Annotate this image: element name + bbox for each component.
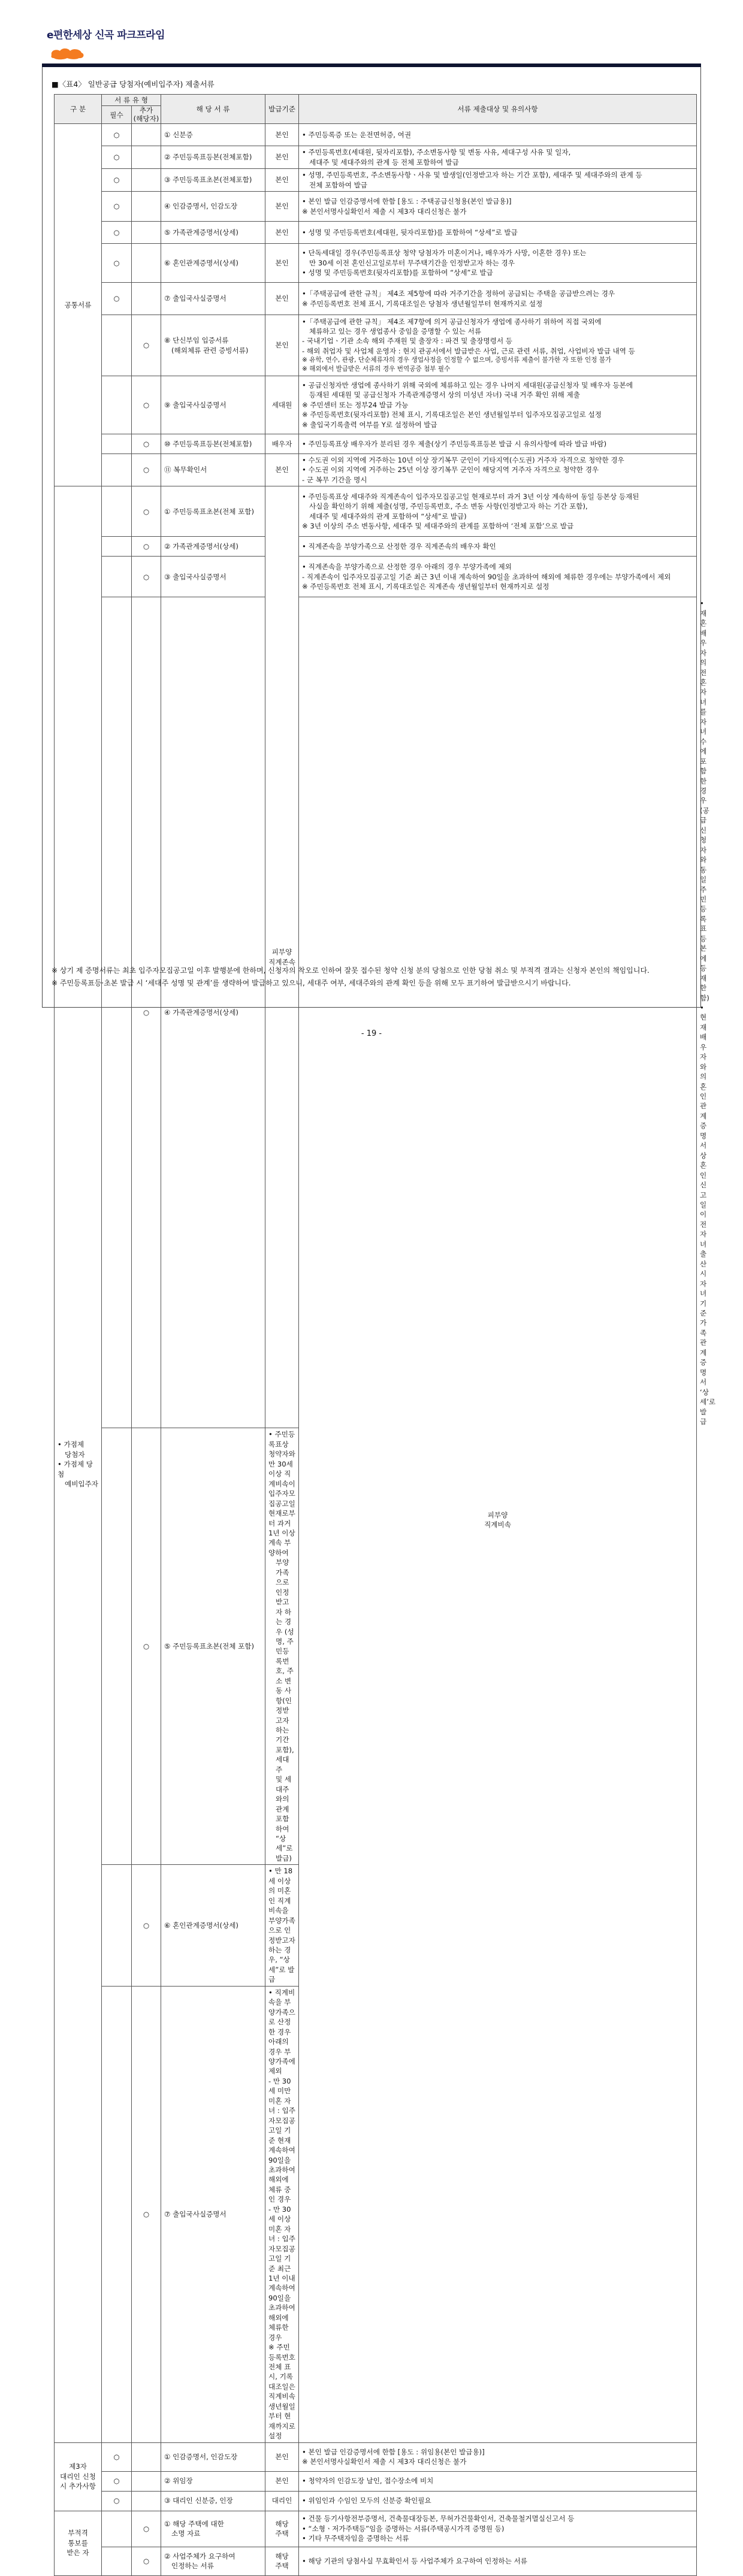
- note-line: - 군 복무 기간을 명시: [302, 475, 367, 484]
- issue-basis: [265, 192, 299, 222]
- note-line: ※ 유학, 연수, 관광, 단순체류자의 경우 생업사정을 인정할 수 없으며, 증빙서류 제출이 불가한 자 또한 인정 불가: [302, 356, 612, 364]
- additional-mark: [132, 2442, 161, 2471]
- note-line: •「주택공급에 관한 규칙」 제4조 제5항에 따라 거주기간을 정하여 공급되는 주택을 공급받으려는 경우: [302, 289, 615, 298]
- issue-basis: [265, 315, 299, 376]
- issue-basis: [265, 222, 299, 244]
- header-group: 구 분: [55, 95, 102, 124]
- note-line: 사실을 확인하기 위해 제출(성명, 주민등록번호, 주소 변동 사항(인정받고자 하는 기간 포함),: [309, 502, 588, 511]
- additional-mark: ○: [132, 1986, 161, 2442]
- notes-cell: [299, 315, 697, 376]
- document-name: [161, 2491, 265, 2511]
- table-row: [55, 454, 697, 486]
- document-name: [161, 2471, 265, 2491]
- issue-basis: [265, 244, 299, 283]
- group-label-line: • 가점제: [58, 1440, 84, 1449]
- additional-mark: ○: [132, 486, 161, 537]
- issue-basis: [265, 454, 299, 486]
- notes-cell: [299, 376, 697, 434]
- note-line: • 수도권 이외 지역에 거주하는 25년 이상 장기복무 군인이 해당지역 거주자 자격으로 청약한 경우: [302, 465, 599, 474]
- documents-table: [54, 94, 716, 2576]
- document-name-line: ⑥ 혼인관계증명서(상세): [164, 1921, 238, 1930]
- notes-cell: [265, 1428, 299, 1865]
- notes-cell: [299, 2547, 697, 2575]
- header-issue-basis: 발급기준: [265, 95, 299, 124]
- note-line: • 청약자의 인감도장 날인, 접수장소에 비치: [302, 2477, 434, 2486]
- additional-mark: [132, 146, 161, 169]
- document-name-line: 인정하는 서류: [171, 2562, 214, 2571]
- note-line: ※ 주민등록번호 전체 표시, 기록대조일은 당첨자 생년월일부터 현재까지로 설정: [302, 299, 543, 308]
- required-mark: ○: [102, 244, 132, 283]
- group-label-line: 예비입주자: [65, 1480, 98, 1489]
- notes-cell: [299, 169, 697, 192]
- issue-basis: [265, 376, 299, 434]
- required-mark: ○: [102, 2491, 132, 2511]
- page-number: - 19 -: [361, 1029, 382, 1038]
- issue-basis: [265, 486, 299, 1428]
- document-name-line: ① 해당 주택에 대한: [164, 2519, 224, 2528]
- header-doc-type: 서 류 유 형: [102, 95, 161, 106]
- note-line: • 직계존속을 부양가족으로 산정한 경우 직계존속의 배우자 확인: [302, 542, 496, 551]
- header-required: 필수: [102, 106, 132, 124]
- note-line: • 수도권 이외 지역에 거주하는 10년 이상 장기복무 군인이 기타지역(수도권) 거주자 자격으로 청약한 경우: [302, 456, 624, 465]
- document-name: [161, 315, 265, 376]
- note-line: 및 세대주와의 관계 포함하여 “상세”로 발급): [276, 1775, 293, 1863]
- table-row: [55, 283, 697, 315]
- note-line: ※ 주민등록번호(뒷자리포함) 전체 표시, 기록대조일은 본인 생년월일부터 입주자모집공고일로 설정: [302, 410, 602, 419]
- document-name-line: ① 주민등록표초본(전체 포함): [164, 507, 255, 516]
- issue-basis: [265, 146, 299, 169]
- required-mark: ○: [102, 169, 132, 192]
- required-mark: ○: [102, 222, 132, 244]
- document-name: [161, 376, 265, 434]
- required-mark: [102, 376, 132, 434]
- note-line: 전체 포함하여 발급: [309, 180, 367, 189]
- note-line: 세대주 및 세대주와의 관계 등 전체 포함하여 발급: [309, 158, 459, 167]
- note-line: • 주민등록표상 세대주와 직계존속이 입주자모집공고일 현재로부터 과거 3년 이상 계속하여 동일 등본상 등재된: [302, 492, 639, 501]
- table-row: [55, 2491, 697, 2511]
- note-line: - 직계존속이 입주자모집공고일 기준 최근 3년 이내 계속하여 90일을 초과하여 해외에 체류한 경우에는 부양가족에서 제외: [302, 572, 671, 581]
- additional-mark: ○: [132, 2547, 161, 2575]
- notes-cell: [299, 2511, 697, 2547]
- issue-basis-line: 본인: [275, 258, 289, 267]
- document-name: [161, 124, 265, 146]
- notes-cell: [299, 2442, 697, 2471]
- document-name: [161, 537, 265, 557]
- group-label-line: 당첨자: [65, 1450, 85, 1459]
- note-line: ※ 본인서명사실확인서 제출 시 제3자 대리신청은 불가: [302, 2457, 467, 2466]
- document-name: [161, 1865, 265, 1986]
- note-line: 세대주 및 세대주와의 관계 포함하여 “상세”로 발급): [309, 512, 467, 521]
- notes-cell: [299, 434, 697, 454]
- document-name: [161, 192, 265, 222]
- document-name: [161, 169, 265, 192]
- note-line: • 공급신청자만 생업에 종사하기 위해 국외에 체류하고 있는 경우 나머지 세대원(공급신청자 및 배우자 등본에: [302, 380, 633, 389]
- additional-mark: ○: [132, 454, 161, 486]
- issue-basis-line: 본인: [275, 294, 289, 303]
- note-line: • 성명, 주민등록번호, 주소변동사항ㆍ사유 및 발생일(인정받고자 하는 기간 포함), 세대주 및 세대주와의 관계 등: [302, 171, 642, 180]
- notes-cell: [299, 2471, 697, 2491]
- note-line: • 위임인과 수임인 모두의 신분증 확인필요: [302, 2496, 431, 2505]
- issue-basis-line: 본인: [275, 341, 289, 350]
- document-name-line: ⑨ 출입국사실증명서: [164, 400, 226, 409]
- brand-title: e편한세상 신곡 파크프라임: [47, 29, 165, 41]
- additional-mark: ○: [132, 597, 161, 1428]
- additional-mark: [132, 124, 161, 146]
- footnotes: [52, 965, 650, 990]
- issue-basis-line: 직계존속: [268, 957, 295, 966]
- document-name-line: ⑩ 주민등록표등본(전체포함): [164, 439, 252, 448]
- note-line: ※ 주민등록번호 전체 표시, 기록대조일은 직계존속 생년월일부터 현재까지로 설정: [302, 582, 549, 591]
- table-row: [55, 2547, 697, 2575]
- issue-basis: [265, 2471, 299, 2491]
- note-line: • “소형ㆍ저가주택등”임을 증명하는 서류(주택공시가격 증명원 등): [302, 2524, 505, 2533]
- additional-mark: ○: [132, 2511, 161, 2547]
- note-line: • 본인 발급 인감증명서에 한함 [용도 : 위임용(본인 발급용)]: [302, 2447, 485, 2456]
- document-name: [161, 1986, 265, 2442]
- notes-cell: [299, 283, 697, 315]
- issue-basis: [265, 124, 299, 146]
- note-line: • 직계비속을 부양가족으로 산정한 경우 아래의 경우 부양가족에 제외: [268, 1988, 295, 2076]
- additional-mark: [132, 283, 161, 315]
- additional-mark: [132, 244, 161, 283]
- issue-basis: [265, 2511, 299, 2547]
- note-line: - 해외 취업자 및 사업체 운영자 : 현지 관공서에서 발급받은 사업, 근로 관련 서류, 취업, 사업비자 발급 내역 등: [302, 346, 635, 355]
- note-line: ※ 출입국기록출력 여부를 Y로 설정하여 발급: [302, 420, 437, 429]
- document-name: [161, 454, 265, 486]
- document-name: [161, 486, 265, 537]
- group-label-common: 공통서류: [55, 124, 102, 486]
- table-row: [55, 315, 697, 376]
- document-name-line: ⑥ 혼인관계증명서(상세): [164, 258, 238, 267]
- notes-cell: [299, 244, 697, 283]
- required-mark: [102, 597, 132, 1428]
- issue-basis-line: 본인: [275, 465, 289, 474]
- issue-basis-line: 본인: [275, 130, 289, 139]
- table-row: [55, 146, 697, 169]
- note-line: ※ 본인서명사실확인서 제출 시 제3자 대리신청은 불가: [302, 207, 467, 216]
- issue-basis-line: 본인: [275, 228, 289, 237]
- notes-cell: [265, 1986, 299, 2442]
- required-mark: [102, 1865, 132, 1986]
- document-name-line: ① 신분증: [164, 130, 193, 139]
- required-mark: [102, 1986, 132, 2442]
- issue-basis-line: 본인: [275, 153, 289, 162]
- additional-mark: [132, 2471, 161, 2491]
- issue-basis: [265, 434, 299, 454]
- table-row: [55, 557, 697, 597]
- issue-basis-line: 대리인: [271, 2496, 292, 2505]
- notes-cell: [299, 486, 697, 537]
- required-mark: ○: [102, 2471, 132, 2491]
- document-name: [161, 222, 265, 244]
- note-line: - 만 30세 미만 미혼 자녀 : 입주자모집공고일 기준 현재 계속하여 90일을 초과하여 해외에 체류 중인 경우: [268, 2076, 295, 2204]
- issue-basis-line: 해당: [275, 2519, 289, 2528]
- document-name: [161, 244, 265, 283]
- issue-basis-line: 본인: [275, 202, 289, 211]
- note-line: • 성명 및 주민등록번호(뒷자리포함)를 포함하여 “상세”로 발급: [302, 268, 493, 277]
- document-name: [161, 146, 265, 169]
- note-line: 부양가족으로 인정받고자 하는 경우 (성명, 주민등록번호, 주소 변동 사항(인정받고자 하는 기간 포함), 세대주: [276, 1558, 294, 1774]
- group-label-line: 부적격: [68, 2529, 88, 2538]
- note-line: ※ 주민등록번호 전체 표시, 기록대조일은 직계비속 생년월일부터 현재까지로 설정: [268, 2343, 295, 2441]
- header-notes: 서류 제출대상 및 유의사항: [299, 95, 697, 124]
- required-mark: ○: [102, 124, 132, 146]
- document-name-line: ⑤ 주민등록표초본(전체 포함): [164, 1642, 255, 1651]
- note-line: • 만 18세 이상의 미혼인 직계비속을 부양가족으로 인정받고자 하는 경우, “상세”로 발급: [268, 1867, 295, 1984]
- document-name: [161, 597, 265, 1428]
- additional-mark: ○: [132, 1428, 161, 1865]
- table-row: [55, 169, 697, 192]
- required-mark: [102, 434, 132, 454]
- issue-basis-line: 세대원: [271, 400, 292, 409]
- document-name-line: ② 위임장: [164, 2477, 193, 2486]
- issue-basis: [265, 2442, 299, 2471]
- group-label-line: 통보를: [68, 2538, 88, 2547]
- document-name-line: ③ 주민등록표초본(전체포함): [164, 176, 252, 185]
- group-label-family: [55, 486, 102, 2442]
- notes-cell: [299, 192, 697, 222]
- document-name: [161, 557, 265, 597]
- issue-basis-line: 피부양: [271, 948, 292, 957]
- issue-basis-line: 해당: [275, 2551, 289, 2560]
- notes-cell: [299, 124, 697, 146]
- table-row: [55, 192, 697, 222]
- document-name-line: ④ 인감증명서, 인감도장: [164, 202, 238, 211]
- table-row: ○ ④ 가족관계증명서(상세) 피부양 직계비속 • 재혼 배우자의 전혼 자녀를 자녀수에 포함한 경우(공급신청자와 동일 주민등록표등본에 등재 한함) • 현재 배우자와의 혼인관계증명서 상 혼인신고일 이전 자녀 출산 시 자녀 기준 가족관계증명서 ‘상세’로 발급: [55, 597, 697, 1428]
- footnote: ※ 주민등록표등·초본 발급 시 ‘세대주 성명 및 관계’를 생략하여 발급하고 있으니, 세대주 여부, 세대주와의 관계 확인 등을 위해 모두 표기하여 발급받으시기 바랍니다.: [52, 979, 571, 987]
- required-mark: [102, 537, 132, 557]
- document-name-line: ⑪ 복무확인서: [164, 465, 207, 474]
- table-row: [55, 2511, 697, 2547]
- notes-cell: [299, 2491, 697, 2511]
- note-line: • 건물 등기사항전부증명서, 건축물대장등본, 무허가건물확인서, 건축물철거멸실신고서 등: [302, 2514, 575, 2523]
- table-row: [55, 537, 697, 557]
- issue-basis-line: 주택: [275, 2562, 289, 2571]
- document-name-line: ① 인감증명서, 인감도장: [164, 2452, 238, 2461]
- required-mark: [102, 2511, 132, 2547]
- notes-cell: [299, 537, 697, 557]
- table-row: [55, 124, 697, 146]
- issue-basis: [265, 283, 299, 315]
- note-line: - 국내기업ㆍ기관 소속 해외 주재원 및 출장자 : 파견 및 출장명령서 등: [302, 337, 513, 346]
- additional-mark: ○: [132, 1865, 161, 1986]
- group-label-line: 시 추가사항: [60, 2482, 96, 2491]
- additional-mark: [132, 169, 161, 192]
- document-name: [161, 2547, 265, 2575]
- group-label-line: • 가점제 당첨: [58, 1460, 93, 1479]
- table-row: [55, 434, 697, 454]
- document-name-line: ② 가족관계증명서(상세): [164, 542, 238, 551]
- issue-basis-line: 피부양: [487, 1510, 508, 1519]
- issue-basis-line: 배우자: [271, 439, 292, 448]
- notes-cell: [299, 454, 697, 486]
- document-name-line: ⑤ 가족관계증명서(상세): [164, 228, 238, 237]
- note-line: • 단독세대일 경우(주민등록표상 청약 당첨자가 미혼이거나, 배우자가 사망, 이혼한 경우) 또는: [302, 249, 587, 258]
- issue-basis-line: 본인: [275, 2452, 289, 2461]
- additional-mark: ○: [132, 557, 161, 597]
- document-name-line: ④ 가족관계증명서(상세): [164, 1008, 238, 1017]
- issue-basis-line: 주택: [275, 2529, 289, 2538]
- notes-cell: [299, 146, 697, 169]
- note-line: • 주민등록표상 배우자가 분리된 경우 제출(상기 주민등록표등본 발급 시 유의사항에 따라 발급 바람): [302, 439, 607, 448]
- required-mark: [102, 486, 132, 537]
- header-additional: 추가 (해당자): [132, 106, 161, 124]
- document-name-line: 소명 자료: [171, 2529, 201, 2538]
- required-mark: ○: [102, 192, 132, 222]
- document-name-line: ⑦ 출입국사실증명서: [164, 2210, 226, 2218]
- table-row: [55, 486, 697, 537]
- issue-basis: [265, 2491, 299, 2511]
- required-mark: ○: [102, 283, 132, 315]
- note-line: • 본인 발급 인감증명서에 한함 [용도 : 주택공급신청용(본인 발급용)]: [302, 197, 512, 206]
- note-line: • 기타 무주택자임을 증명하는 서류: [302, 2534, 409, 2543]
- required-mark: [102, 2547, 132, 2575]
- note-line: - 만 30세 이상 미혼 자녀 : 입주자모집공고일 기준 최근 1년 이내 계속하여 90일을 초과하여 해외에 체류한 경우: [268, 2205, 295, 2342]
- issue-basis: [265, 169, 299, 192]
- required-mark: [102, 557, 132, 597]
- group-label-line: 대리인 신청: [60, 2472, 96, 2481]
- section-title: ■〈표4〉 일반공급 당첨자(예비입주자) 제출서류: [52, 80, 215, 89]
- issue-basis: [299, 597, 697, 2442]
- document-name: [161, 283, 265, 315]
- table-row: [55, 2471, 697, 2491]
- document-name-line: ③ 대리인 신분증, 인장: [164, 2496, 233, 2505]
- document-name-line: ② 사업주체가 요구하여: [164, 2551, 235, 2560]
- required-mark: ○: [102, 146, 132, 169]
- table-row: [55, 244, 697, 283]
- note-line: • 주민등록증 또는 운전면허증, 여권: [302, 130, 412, 139]
- required-mark: ○: [102, 2442, 132, 2471]
- document-name-line: ⑧ 단신부임 입증서류: [164, 336, 229, 345]
- note-line: •「주택공급에 관한 규칙」 제4조 제7항에 의거 공급신청자가 생업에 종사하기 위하여 직접 국외에: [302, 317, 602, 326]
- note-line: • 직계존속을 부양가족으로 산정한 경우 아래의 경우 부양가족에 제외: [302, 563, 512, 572]
- issue-basis-line: 본인: [275, 2477, 289, 2486]
- footnote: ※ 상기 제 증명서류는 최초 입주자모집공고일 이후 발행분에 한하며, 신청자의 착오로 인하여 잘못 접수된 청약 신청 분의 당첨으로 인한 당첨 취소 및 부적격 결과는 신청자 본인의 책임입니다.: [52, 966, 650, 975]
- group-label-ineligible: [55, 2511, 102, 2575]
- document-name: [161, 1428, 265, 1865]
- note-line: • 주민등록번호(세대원, 뒷자리포함), 주소변동사항 및 변동 사유, 세대구성 사유 및 일자,: [302, 148, 571, 157]
- table-row: [55, 376, 697, 434]
- document-name-line: ⑦ 출입국사실증명서: [164, 294, 226, 303]
- document-name: [161, 434, 265, 454]
- additional-mark: ○: [132, 537, 161, 557]
- group-label-proxy: [55, 2442, 102, 2511]
- required-mark: [102, 1428, 132, 1865]
- note-line: • 주민등록표상 청약자와 만 30세 이상 직계비속이 입주자모집공고일 현재로부터 과거 1년 이상 계속 부양하여: [268, 1430, 295, 1557]
- note-line: ※ 주민센터 또는 정부24 발급 가능: [302, 400, 409, 409]
- document-name-line: (해외체류 관련 증빙서류): [171, 346, 249, 355]
- group-label-line: 받은 자: [67, 2548, 89, 2557]
- note-line: 등재된 세대원 및 공급신청자 가족관계증명서 상의 미성년 자녀) 국내 거주 확인 위해 제출: [309, 391, 580, 400]
- table-row: [55, 2442, 697, 2471]
- required-mark: [102, 315, 132, 376]
- document-name-line: ② 주민등록표등본(전체포함): [164, 153, 252, 162]
- required-mark: [102, 454, 132, 486]
- additional-mark: ○: [132, 434, 161, 454]
- header-document: 해 당 서 류: [161, 95, 265, 124]
- note-line: • 해당 기관의 당첨사실 무효확인서 등 사업주체가 요구하여 인정하는 서류: [302, 2556, 528, 2565]
- additional-mark: ○: [132, 315, 161, 376]
- group-label-line: 제3자: [69, 2462, 87, 2471]
- note-line: 만 30세 이전 혼인신고일로부터 무주택기간을 인정받고자 하는 경우: [309, 258, 515, 267]
- brand-blob-logo: [49, 47, 85, 60]
- table-row: [55, 222, 697, 244]
- notes-cell: [299, 222, 697, 244]
- notes-cell: [265, 1865, 299, 1986]
- note-line: ※ 해외에서 발급받은 서류의 경우 번역공증 첨부 필수: [302, 365, 451, 373]
- issue-basis: [265, 2547, 299, 2575]
- note-line: 체류하고 있는 경우 생업종사 중임을 증명할 수 있는 서류: [309, 327, 482, 336]
- document-name: [161, 2442, 265, 2471]
- document-name: [161, 2511, 265, 2547]
- additional-mark: ○: [132, 376, 161, 434]
- notes-cell: [299, 557, 697, 597]
- note-line: ※ 3년 이상의 주소 변동사항, 세대주 및 세대주와의 관계를 포함하여 ‘전체 포함’으로 발급: [302, 522, 574, 531]
- additional-mark: [132, 192, 161, 222]
- additional-mark: [132, 2491, 161, 2511]
- document-name-line: ③ 출입국사실증명서: [164, 572, 226, 581]
- note-line: • 성명 및 주민등록번호(세대원, 뒷자리포함)를 포함하여 “상세”로 발급: [302, 228, 518, 237]
- issue-basis-line: 본인: [275, 176, 289, 185]
- additional-mark: [132, 222, 161, 244]
- issue-basis-line: 직계비속: [484, 1520, 511, 1529]
